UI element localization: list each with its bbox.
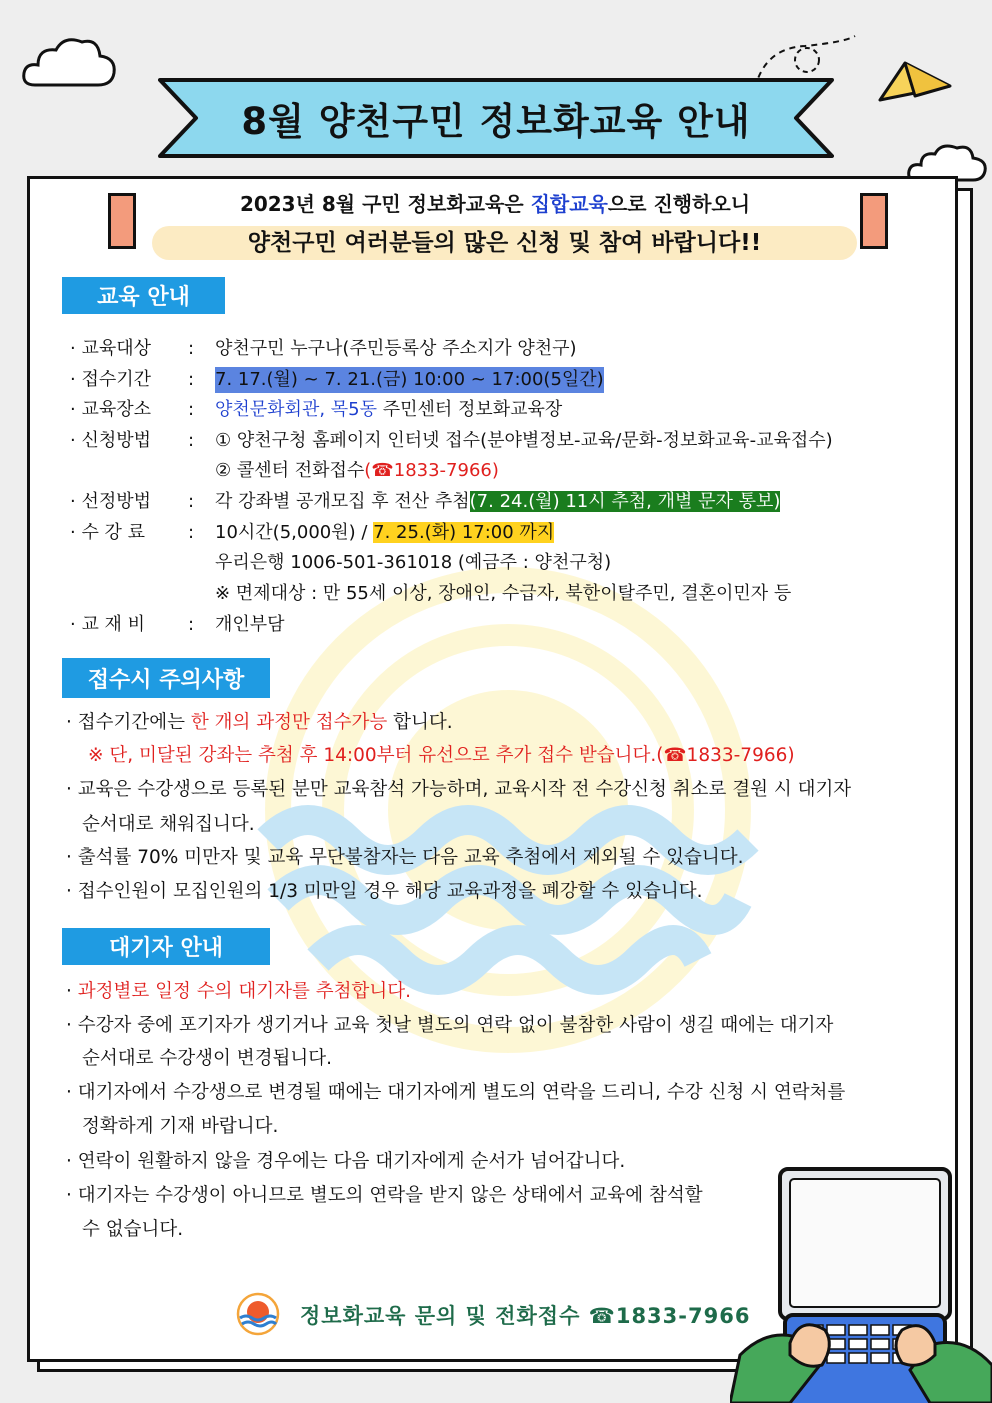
caution-item: · 출석률 70% 미만자 및 교육 무단불참자는 다음 교육 추첨에서 제외될 수 있습니다.: [66, 847, 744, 868]
caution-text: 합니다.: [387, 712, 453, 733]
info-label: · 접수기간: [70, 369, 151, 390]
bank-account: 우리은행 1006-501-361018 (예금주 : 양천구청): [215, 552, 612, 573]
info-label: · 신청방법: [70, 430, 151, 451]
info-label: · 선정방법: [70, 491, 151, 512]
info-value: 10시간(5,000원) /: [215, 522, 374, 543]
info-value-highlight: 7. 25.(화) 17:00 까지: [373, 522, 555, 543]
caution-item: · 접수인원이 모집인원의 1/3 미만일 경우 해당 교육과정을 폐강할 수 있습니다.: [66, 881, 703, 902]
caution-item: [66, 710, 453, 736]
colon: :: [188, 399, 195, 420]
info-value: 개인부담: [215, 614, 285, 635]
colon: :: [188, 430, 195, 451]
info-list: [70, 336, 930, 646]
decorative-tab-right: [860, 193, 888, 249]
intro-text: 2023년 8월 구민 정보화교육은: [239, 192, 531, 216]
waitlist-item-cont: 정확하게 기재 바랍니다.: [82, 1116, 279, 1137]
info-value: 7. 17.(월) ~ 7. 21.(금) 10:00 ~ 17:00(5일간): [215, 367, 604, 393]
section-header-waitlist: 대기자 안내: [62, 928, 270, 965]
section-header-caution: 접수시 주의사항: [62, 658, 270, 698]
caution-note: ※ 단, 미달된 강좌는 추첨 후 14:00부터 유선으로 추가 접수 받습니다.(☎1833-7966): [88, 745, 795, 766]
info-value-highlight: (7. 24.(월) 11시 추첨, 개별 문자 통보): [469, 491, 781, 512]
info-value: 주민센터 정보화교육장: [377, 399, 563, 420]
info-value: ① 양천구청 홈페이지 인터넷 접수(분야별정보-교육/문화-정보화교육-교육접수): [215, 430, 833, 451]
intro-text: 으로 진행하오니: [607, 192, 751, 216]
colon: :: [188, 614, 195, 635]
intro-line-1: [160, 188, 830, 217]
waitlist-item-cont: 수 없습니다.: [82, 1219, 184, 1240]
info-value: ② 콜센터 전화접수: [215, 460, 365, 481]
waitlist-item: · 대기자에서 수강생으로 변경될 때에는 대기자에게 별도의 연락을 드리니, 수강 신청 시 연락처를: [66, 1082, 846, 1103]
exemption-note: ※ 면제대상 : 만 55세 이상, 장애인, 수급자, 북한이탈주민, 결혼이민자 등: [215, 583, 792, 604]
waitlist-item-cont: 순서대로 수강생이 변경됩니다.: [82, 1048, 332, 1069]
info-value-highlight: 양천문화회관, 목5동: [215, 399, 377, 420]
caution-item-cont: 순서대로 채워집니다.: [82, 814, 255, 835]
caution-item: · 교육은 수강생으로 등록된 분만 교육참석 가능하며, 교육시작 전 수강신청 취소로 결원 시 대기자: [66, 779, 852, 800]
info-label: · 교육장소: [70, 399, 151, 420]
caution-text: · 접수기간에는: [66, 712, 191, 733]
colon: :: [188, 522, 195, 543]
phone-number: (☎1833-7966): [364, 460, 499, 481]
waitlist-highlight: 과정별로 일정 수의 대기자를 추첨합니다.: [77, 981, 411, 1002]
section-header-info: 교육 안내: [62, 277, 225, 314]
waitlist-item: · 대기자는 수강생이 아니므로 별도의 연락을 받지 않은 상태에서 교육에 참석할: [66, 1185, 703, 1206]
waitlist-item: [66, 979, 411, 1005]
cloud-icon: [20, 30, 120, 100]
info-label: · 교 재 비: [70, 614, 146, 635]
info-label: · 수 강 료: [70, 522, 146, 543]
yangcheon-logo-icon: [236, 1292, 280, 1336]
page-title: 8월 양천구민 정보화교육 안내: [241, 100, 751, 143]
bullet-dot: ·: [66, 981, 78, 1002]
info-value: 양천구민 누구나(주민등록상 주소지가 양천구): [215, 338, 577, 359]
colon: :: [188, 338, 195, 359]
colon: :: [188, 369, 195, 390]
intro-line-2: 양천구민 여러분들의 많은 신청 및 참여 바랍니다!!: [247, 230, 762, 256]
waitlist-item: · 연락이 원활하지 않을 경우에는 다음 대기자에게 순서가 넘어갑니다.: [66, 1151, 626, 1172]
contact-footer: 정보화교육 문의 및 전화접수 ☎1833-7966: [300, 1304, 751, 1328]
laptop-typing-illustration: [730, 1165, 992, 1403]
info-value: 각 강좌별 공개모집 후 전산 추첨: [215, 491, 470, 512]
info-label: · 교육대상: [70, 338, 151, 359]
decorative-tab-left: [108, 193, 136, 249]
waitlist-item: · 수강자 중에 포기자가 생기거나 교육 첫날 별도의 연락 없이 불참한 사람이 생길 때에는 대기자: [66, 1015, 834, 1036]
colon: :: [188, 491, 195, 512]
caution-highlight: 한 개의 과정만 접수가능: [190, 712, 388, 733]
intro-highlight: 집합교육: [530, 192, 608, 216]
